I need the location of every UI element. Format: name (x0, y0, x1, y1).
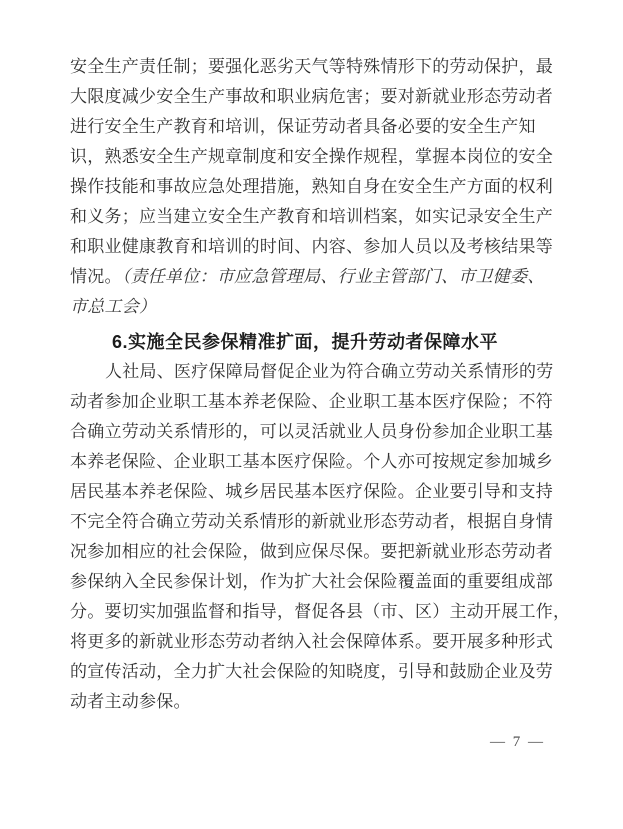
text-line (70, 417, 556, 447)
text-line (70, 292, 556, 322)
text-segment-song: 和职业健康教育和培训的时间、内容、参加人员以及考核结果等 (70, 237, 553, 256)
text-line (70, 687, 556, 717)
text-segment-song: 参保纳入全民参保计划，作为扩大社会保险覆盖面的重要组成部 (70, 572, 553, 591)
text-line (70, 202, 556, 232)
text-segment-song: 动者主动参保。 (70, 692, 191, 711)
text-line (70, 477, 556, 507)
text-segment-song: 将更多的新就业形态劳动者纳入社会保障体系。要开展多种形式 (70, 632, 553, 651)
text-segment-song: 进行安全生产教育和培训，保证劳动者具备必要的安全生产知 (70, 117, 536, 136)
text-line (70, 507, 556, 537)
text-segment-song: 人社局、医疗保障局督促企业为符合确立劳动关系情形的劳 (105, 362, 554, 381)
page-number: — 7 — (490, 734, 545, 750)
text-segment-song: 安全生产责任制；要强化恶劣天气等特殊情形下的劳动保护，最 (70, 57, 553, 76)
text-line (70, 172, 556, 202)
text-segment-song: 动者参加企业职工基本养老保险、企业职工基本医疗保险；不符 (70, 392, 553, 411)
text-line (70, 262, 556, 292)
text-line (70, 52, 556, 82)
text-segment-song: 的宣传活动，全力扩大社会保险的知晓度，引导和鼓励企业及劳 (70, 662, 553, 681)
text-segment-kai: 市总工会） (70, 297, 157, 316)
text-segment-song: 操作技能和事故应急处理措施，熟知自身在安全生产方面的权利 (70, 177, 553, 196)
text-line (70, 327, 556, 357)
text-line (70, 82, 556, 112)
text-line (70, 447, 556, 477)
text-line (70, 387, 556, 417)
text-segment-song: 本养老保险、企业职工基本医疗保险。个人亦可按规定参加城乡 (70, 452, 553, 471)
text-line (70, 537, 556, 567)
text-segment-song: 不完全符合确立劳动关系情形的新就业形态劳动者，根据自身情 (70, 512, 553, 531)
text-segment-song: 识，熟悉安全生产规章制度和安全操作规程，掌握本岗位的安全 (70, 147, 553, 166)
text-line (70, 357, 556, 387)
text-segment-song: 情况。 (70, 267, 122, 286)
text-line (70, 597, 571, 627)
text-line (70, 627, 556, 657)
text-line (70, 142, 556, 172)
text-segment-song: 居民基本养老保险、城乡居民基本医疗保险。企业要引导和支持 (70, 482, 553, 501)
text-segment-song: 和义务；应当建立安全生产教育和培训档案，如实记录安全生产 (70, 207, 553, 226)
text-segment-song: 分。要切实加强监督和指导，督促各县（市、区）主动开展工作， (70, 602, 571, 621)
text-line (70, 232, 556, 262)
text-line (70, 112, 556, 142)
text-line (70, 567, 556, 597)
text-segment-kai: （责任单位：市应急管理局、行业主管部门、市卫健委、 (121, 267, 545, 286)
text-segment-song: 大限度减少安全生产事故和职业病危害；要对新就业形态劳动者 (70, 87, 553, 106)
document-body-text (70, 52, 571, 717)
text-line (70, 657, 556, 687)
text-segment-song: 况参加相应的社会保险，做到应保尽保。要把新就业形态劳动者 (70, 542, 553, 561)
text-segment-hei: 6.实施全民参保精准扩面，提升劳动者保障水平 (112, 332, 499, 352)
text-segment-song: 合确立劳动关系情形的，可以灵活就业人员身份参加企业职工基 (70, 422, 553, 441)
